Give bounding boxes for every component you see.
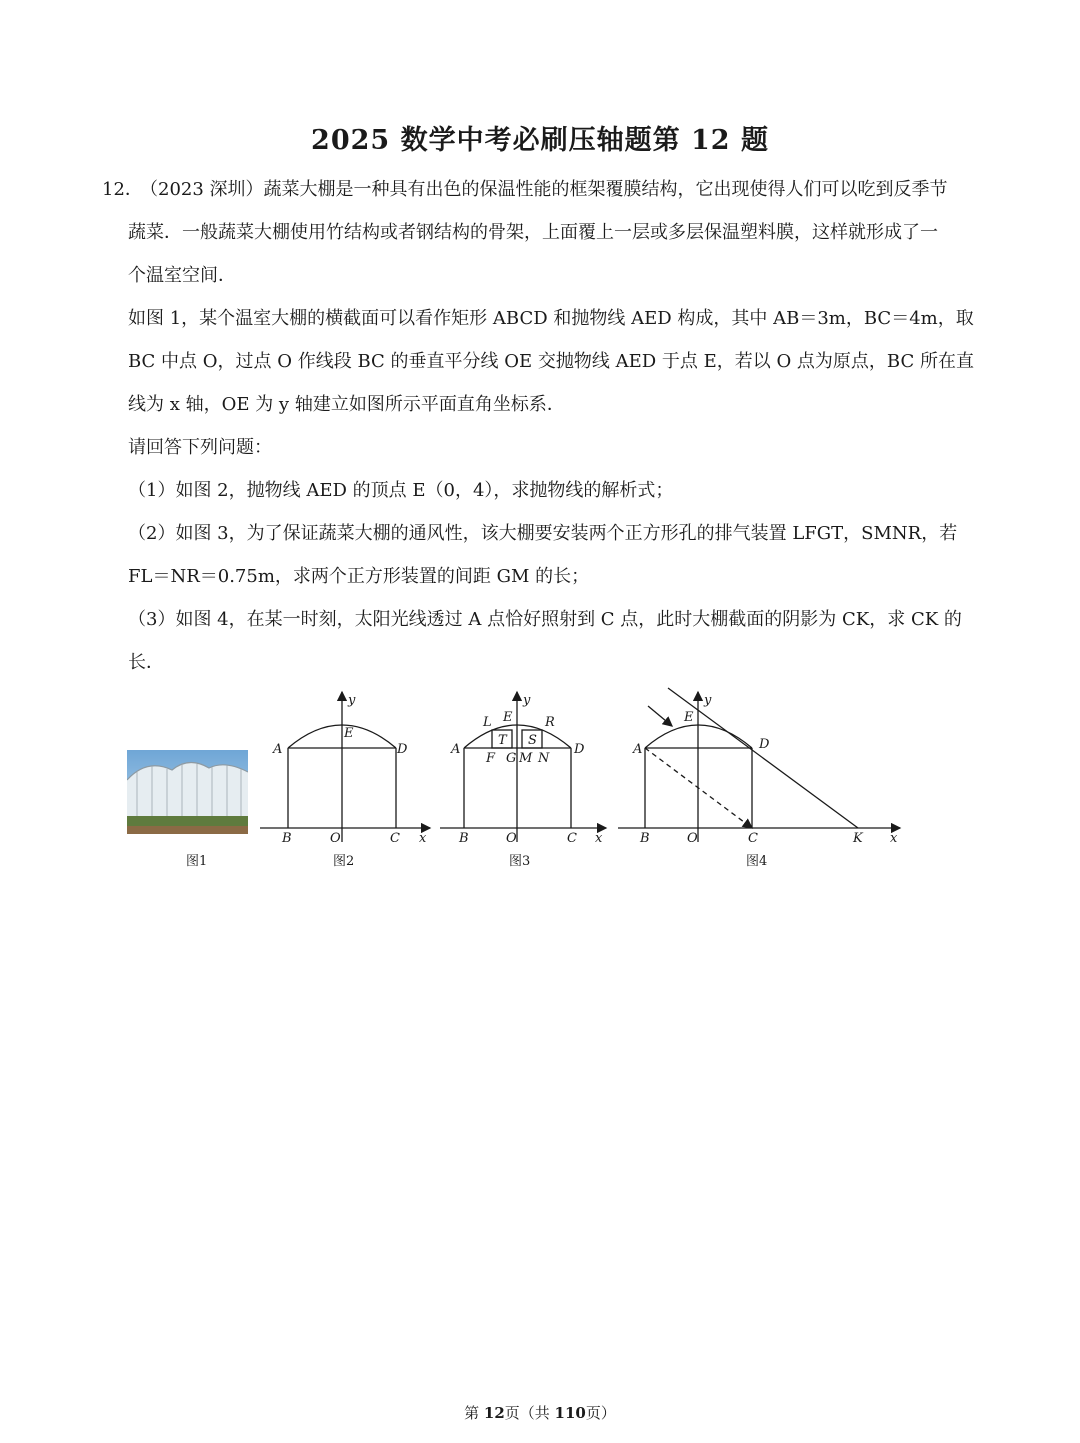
fig3-label-g: G [506,751,517,766]
question-line-5: BC 中点 O，过点 O 作线段 BC 的垂直平分线 OE 交抛物线 AED 于点 E，若以 O 点为原点，BC 所在直 [128,351,974,372]
fig4-sun-ray-arrow [648,706,672,726]
fig3-label-a: A [451,742,461,757]
footer-page-number: 12 [483,1404,505,1422]
fig3-label-c: C [567,831,577,846]
fig4-label-k: K [853,831,863,846]
sub-question-2-cont: FL＝NR＝0.75m，求两个正方形装置的间距 GM 的长； [128,566,590,587]
fig3-label-f: F [486,751,496,766]
fig3-label-s: S [528,733,537,748]
question-number: 12． [102,179,143,200]
footer-middle: 页（共 [504,1404,555,1422]
fig4-label-c: C [748,831,758,846]
fig1-caption: 图1 [186,854,208,869]
fig2-caption: 图2 [333,854,355,869]
question-line-3: 个温室空间． [128,265,236,286]
footer-total-pages: 110 [554,1404,586,1422]
fig3-caption: 图3 [509,854,531,869]
page-title: 2025 数学中考必刷压轴题第 12 题 [311,125,769,156]
footer-prefix: 第 [464,1404,484,1422]
fig3-label-b: B [459,831,469,846]
fig3-label-d: D [574,742,585,757]
fig4-label-e: E [684,710,694,725]
fig3-label-e: E [503,710,513,725]
fig4-tangent-line [668,688,858,828]
fig4-label-b: B [640,831,650,846]
fig2-label-a: A [273,742,283,757]
fig3-label-r: R [545,715,555,730]
footer-suffix: 页） [585,1404,616,1422]
question-line-6: 线为 x 轴，OE 为 y 轴建立如图所示平面直角坐标系． [128,394,565,415]
fig4-label-x: x [890,831,898,846]
figure-3 [440,692,606,842]
fig4-label-o: O [687,831,698,846]
sub-question-2: （2）如图 3，为了保证蔬菜大棚的通风性，该大棚要安装两个正方形孔的排气装置 LFGT，SMNR，若 [128,523,958,544]
question-line-2: 蔬菜．一般蔬菜大棚使用竹结构或者钢结构的骨架，上面覆上一层或多层保温塑料膜，这样就形成了一 [128,222,938,243]
figure-4 [618,688,900,842]
fig3-label-x: x [595,831,603,846]
fig3-label-l: L [483,715,492,730]
fig2-label-e: E [344,726,354,741]
figure-2 [260,692,430,842]
fig3-label-m: M [519,751,533,766]
fig2-label-d: D [397,742,408,757]
geometry-figures [0,680,1080,880]
question-line-7: 请回答下列问题： [128,437,272,458]
fig3-label-o: O [506,831,517,846]
fig2-label-y: y [348,693,356,708]
fig2-label-c: C [390,831,400,846]
sub-question-3-cont: 长． [128,652,164,673]
fig3-label-n: N [538,751,550,766]
question-line-4: 如图 1，某个温室大棚的横截面可以看作矩形 ABCD 和抛物线 AED 构成，其中 AB＝3m，BC＝4m，取 [128,308,974,329]
fig4-label-a: A [633,742,643,757]
fig4-label-d: D [759,737,770,752]
sub-question-3: （3）如图 4，在某一时刻，太阳光线透过 A 点恰好照射到 C 点，此时大棚截面的阴影为 CK，求 CK 的 [128,609,962,630]
fig2-label-b: B [282,831,292,846]
question-line-1: （2023 深圳）蔬菜大棚是一种具有出色的保温性能的框架覆膜结构，它出现使得人们可以吃到反季节 [140,179,948,200]
fig2-label-o: O [330,831,341,846]
fig3-label-y: y [523,693,531,708]
sub-question-1: （1）如图 2，抛物线 AED 的顶点 E（0，4），求抛物线的解析式； [128,480,674,501]
fig2-label-x: x [419,831,427,846]
page-footer [0,1402,1080,1423]
fig4-caption: 图4 [746,854,768,869]
fig4-label-y: y [704,693,712,708]
figures-row [0,680,1080,880]
fig3-label-t: T [498,733,507,748]
